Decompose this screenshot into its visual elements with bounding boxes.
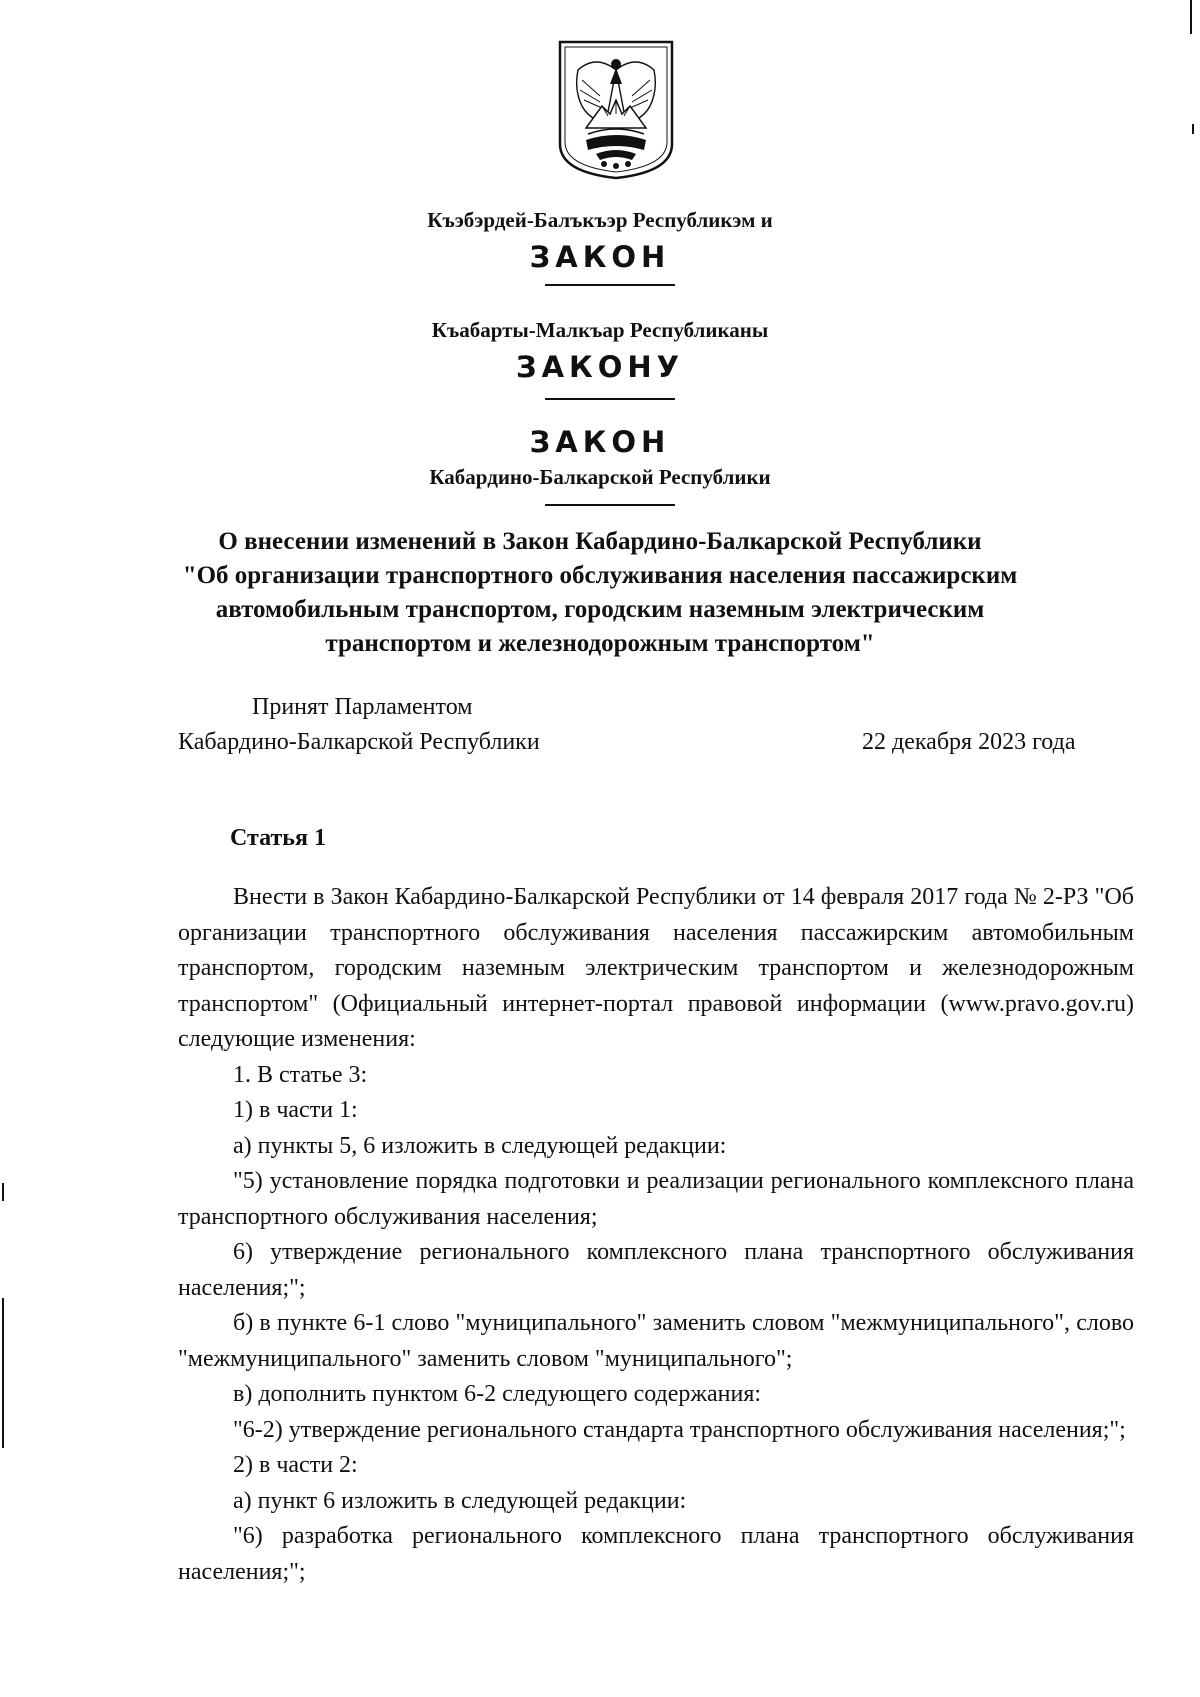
article-paragraph: в) дополнить пунктом 6-2 следующего содержания: xyxy=(233,1381,762,1407)
law-title-line: "Об организации транспортного обслуживания населения пассажирским xyxy=(182,562,1018,589)
balkar-law-word: ЗАКОНУ xyxy=(515,350,685,384)
article-paragraph: "6) разработка регионального комплексного плана транспортного обслуживания населения;"; xyxy=(178,1523,1134,1585)
article-paragraph: 1. В статье 3: xyxy=(233,1061,368,1088)
article-paragraph: б) в пункте 6-1 слово "муниципального" заменить словом "межмуниципального", слово "межмуниципального" заменить словом "муниципального"; xyxy=(178,1310,1134,1372)
article-body xyxy=(178,880,1134,1590)
adoption-line-1: Принят Парламентом xyxy=(252,694,473,720)
law-title-line: О внесении изменений в Закон Кабардино-Балкарской Республики xyxy=(218,528,982,555)
russian-law-word: ЗАКОН xyxy=(529,425,671,459)
scan-margin-mark xyxy=(1192,124,1194,134)
russian-header-line: Кабардино-Балкарской Республики xyxy=(429,465,771,489)
article-paragraph: "6-2) утверждение регионального стандарта транспортного обслуживания населения;"; xyxy=(233,1416,1126,1443)
adoption-line-2: Кабардино-Балкарской Республики xyxy=(178,729,540,755)
article-paragraph: а) пункты 5, 6 изложить в следующей редакции: xyxy=(233,1132,727,1159)
article-paragraph: "5) установление порядка подготовки и реализации регионального комплексного плана транспортного обслуживания населения; xyxy=(178,1168,1134,1230)
scan-margin-mark xyxy=(2,1298,4,1448)
coat-of-arms-emblem xyxy=(556,40,676,180)
law-title-line: автомобильным транспортом, городским наземным электрическим xyxy=(215,596,985,623)
article-paragraph: 6) утверждение регионального комплексного плана транспортного обслуживания населения;"; xyxy=(178,1239,1134,1301)
article-paragraph: 2) в части 2: xyxy=(233,1452,358,1478)
header-divider-3 xyxy=(545,504,675,506)
article-paragraph: Внести в Закон Кабардино-Балкарской Республики от 14 февраля 2017 года № 2-РЗ "Об организации транспортного обслуживания населения пассажирским автомобильным транспортом, городским наземным электрическим транспортом и железнодорожным транспортом" (Официальный интернет-портал правовой информации (www.pravo.gov.ru) следующие изменения: xyxy=(178,884,1134,1052)
article-paragraph: 1) в части 1: xyxy=(233,1097,358,1123)
article-heading: Статья 1 xyxy=(230,825,326,851)
balkar-header-line: Къабарты-Малкъар Республиканы xyxy=(431,318,769,342)
law-title-line: транспортом и железнодорожным транспортом" xyxy=(325,630,875,657)
header-divider-1 xyxy=(545,284,675,286)
article-paragraph: а) пункт 6 изложить в следующей редакции: xyxy=(233,1487,687,1514)
law-title xyxy=(140,525,1060,661)
header-divider-2 xyxy=(545,398,675,400)
kabardian-law-word: ЗАКОН xyxy=(529,240,671,274)
adoption-date: 22 декабря 2023 года xyxy=(862,729,1076,755)
kabardian-header-line: Къэбэрдей-Балъкъэр Республикэм и xyxy=(427,208,773,232)
scan-margin-mark xyxy=(1190,0,1192,34)
scan-margin-mark xyxy=(2,1183,4,1201)
